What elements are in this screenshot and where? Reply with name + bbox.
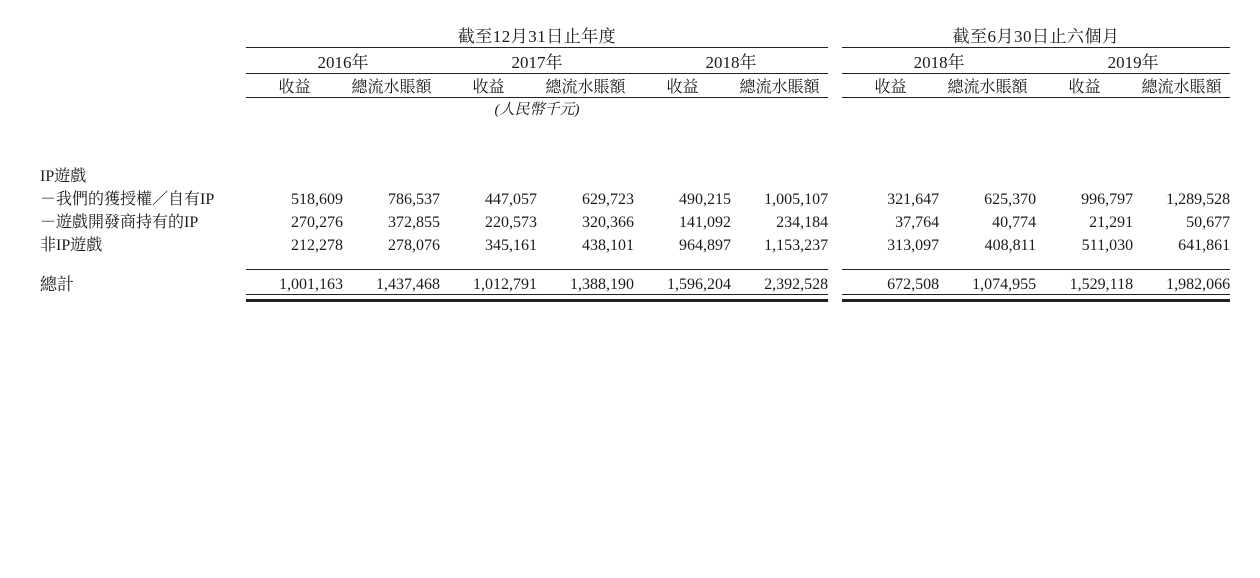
sub-header-cell: 總流水賬額 xyxy=(1141,79,1222,96)
row-label: 非IP遊戲 xyxy=(40,237,103,254)
total-rule xyxy=(246,255,343,270)
total-value: 1,001,163 xyxy=(279,276,343,293)
unit-note: (人民幣千元) xyxy=(494,102,580,118)
unit-note-row xyxy=(40,98,1230,120)
sub-header-cell: 收益 xyxy=(1068,79,1101,96)
row-value: 234,184 xyxy=(776,214,829,231)
row-value: 270,276 xyxy=(291,214,343,231)
year-blank xyxy=(40,48,246,74)
sub-header-cell: 總流水賬額 xyxy=(545,79,626,96)
group-header-annual: 截至12月31日止年度 xyxy=(457,27,617,46)
total-rule-blank xyxy=(40,255,246,270)
row-gap xyxy=(828,209,842,232)
double-underline xyxy=(246,295,343,301)
total-value: 1,388,190 xyxy=(570,276,634,293)
year-header-row xyxy=(40,48,1230,74)
sub-header-cell: 收益 xyxy=(278,79,311,96)
row-value: 641,861 xyxy=(1178,237,1231,254)
row-value: 40,774 xyxy=(992,214,1037,231)
corner-blank xyxy=(40,22,246,47)
row-value: 37,764 xyxy=(895,214,940,231)
total-value: 1,074,955 xyxy=(972,276,1037,293)
double-underline xyxy=(939,295,1036,301)
total-rule xyxy=(634,255,731,270)
total-value: 1,529,118 xyxy=(1069,276,1134,293)
sub-header-gap xyxy=(828,74,842,98)
row-value: 212,278 xyxy=(291,237,343,254)
table-row xyxy=(40,209,1230,232)
total-value: 2,392,528 xyxy=(764,276,829,293)
row-value: 1,153,237 xyxy=(764,237,829,254)
total-rule-gap xyxy=(828,255,842,270)
row-value: 321,647 xyxy=(887,191,940,208)
sub-header-cell: 收益 xyxy=(666,79,699,96)
section-title-blank xyxy=(246,163,1230,186)
row-value: 629,723 xyxy=(582,191,634,208)
row-value: 511,030 xyxy=(1081,237,1134,254)
total-value: 1,596,204 xyxy=(667,276,731,293)
sub-header-cell: 收益 xyxy=(874,79,907,96)
double-underline xyxy=(440,295,537,301)
row-value: 278,076 xyxy=(388,237,440,254)
total-rule-row xyxy=(40,255,1230,270)
total-value: 1,437,468 xyxy=(376,276,440,293)
row-value: 1,005,107 xyxy=(764,191,829,208)
section-title-ip-games: IP遊戲 xyxy=(40,168,87,185)
row-value: 320,366 xyxy=(582,214,634,231)
row-value: 372,855 xyxy=(388,214,440,231)
row-value: 50,677 xyxy=(1186,214,1231,231)
year-header-2018-annual: 2018年 xyxy=(705,53,757,72)
double-underline xyxy=(537,295,634,301)
total-row xyxy=(40,270,1230,295)
total-rule xyxy=(343,255,440,270)
row-value: 964,897 xyxy=(679,237,731,254)
row-value: 141,092 xyxy=(679,214,731,231)
dbl-blank xyxy=(40,295,246,301)
total-rule xyxy=(1133,255,1230,270)
section-title-row xyxy=(40,163,1230,186)
double-underline xyxy=(634,295,731,301)
unit-blank-right xyxy=(842,98,1230,120)
total-label: 總計 xyxy=(40,274,74,294)
total-rule xyxy=(842,255,939,270)
year-header-2019-interim: 2019年 xyxy=(1107,53,1159,72)
double-underline xyxy=(1036,295,1133,301)
total-rule xyxy=(731,255,828,270)
year-gap xyxy=(828,48,842,74)
total-value: 672,508 xyxy=(887,276,940,293)
double-underline xyxy=(1133,295,1230,301)
sub-header-cell: 總流水賬額 xyxy=(351,79,432,96)
row-value: 345,161 xyxy=(485,237,537,254)
sub-blank xyxy=(40,74,246,98)
spacer-row xyxy=(40,119,1230,163)
unit-gap xyxy=(828,98,842,120)
row-gap xyxy=(828,232,842,255)
sub-header-cell: 總流水賬額 xyxy=(947,79,1028,96)
row-gap xyxy=(828,186,842,209)
total-rule xyxy=(939,255,1036,270)
total-rule xyxy=(537,255,634,270)
group-header-row xyxy=(40,22,1230,47)
financial-table xyxy=(40,22,1230,302)
row-value: 490,215 xyxy=(679,191,731,208)
row-label: －遊戲開發商持有的IP xyxy=(40,214,199,231)
double-underline xyxy=(343,295,440,301)
row-value: 1,289,528 xyxy=(1166,191,1231,208)
sub-header-cell: 收益 xyxy=(472,79,505,96)
sub-header-cell: 總流水賬額 xyxy=(739,79,820,96)
row-value: 518,609 xyxy=(291,191,343,208)
double-underline-row xyxy=(40,295,1230,301)
unit-blank xyxy=(40,98,246,120)
year-header-2017: 2017年 xyxy=(511,53,563,72)
total-rule xyxy=(1036,255,1133,270)
total-rule xyxy=(440,255,537,270)
row-value: 625,370 xyxy=(984,191,1037,208)
table-row xyxy=(40,232,1230,255)
row-label: －我們的獲授權／自有IP xyxy=(40,191,215,208)
row-value: 438,101 xyxy=(582,237,634,254)
year-header-2016: 2016年 xyxy=(317,53,369,72)
spacer-cell xyxy=(40,119,1230,163)
double-underline xyxy=(731,295,828,301)
double-underline xyxy=(842,295,939,301)
row-value: 408,811 xyxy=(984,237,1037,254)
document-page xyxy=(0,22,1260,578)
row-value: 996,797 xyxy=(1081,191,1134,208)
year-header-2018-interim: 2018年 xyxy=(913,53,965,72)
row-value: 786,537 xyxy=(388,191,440,208)
row-value: 447,057 xyxy=(485,191,537,208)
row-value: 313,097 xyxy=(887,237,940,254)
row-value: 220,573 xyxy=(485,214,537,231)
row-value: 21,291 xyxy=(1089,214,1134,231)
sub-header-row xyxy=(40,74,1230,98)
table-row xyxy=(40,186,1230,209)
header-gap xyxy=(828,22,842,47)
group-header-interim: 截至6月30日止六個月 xyxy=(952,27,1120,46)
total-value: 1,012,791 xyxy=(473,276,537,293)
dbl-gap xyxy=(828,295,842,301)
total-value: 1,982,066 xyxy=(1166,276,1231,293)
total-gap xyxy=(828,270,842,295)
